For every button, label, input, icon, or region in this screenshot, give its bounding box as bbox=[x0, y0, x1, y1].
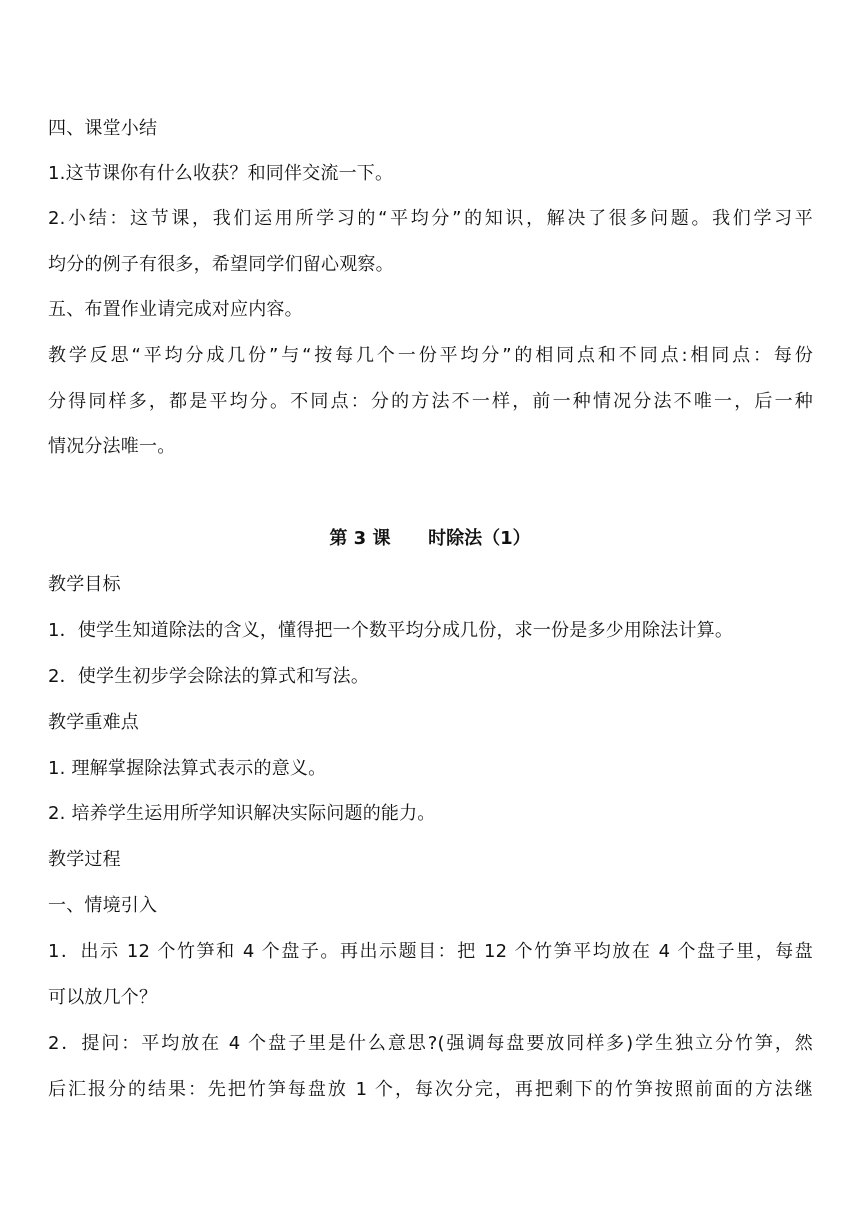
key-point-item-1: 1. 理解掌握除法算式表示的意义。 bbox=[48, 758, 327, 779]
summary-item-2-line-1: 2.小结：这节课，我们运用所学习的“平均分”的知识，解决了很多问题。我们学习平 bbox=[48, 208, 813, 229]
process-step-1-line-2: 可以放几个？ bbox=[48, 987, 158, 1008]
summary-heading: 四、课堂小结 bbox=[48, 118, 158, 139]
objectives-heading: 教学目标 bbox=[48, 574, 121, 595]
reflection-line-2: 分得同样多，都是平均分。不同点：分的方法不一样，前一种情况分法不唯一，后一种 bbox=[48, 391, 813, 412]
key-points-heading: 教学重难点 bbox=[48, 712, 139, 733]
homework-heading: 五、布置作业请完成对应内容。 bbox=[48, 299, 303, 320]
objective-item-2: 2．使学生初步学会除法的算式和写法。 bbox=[48, 666, 370, 687]
process-step-2-line-2: 后汇报分的结果：先把竹笋每盘放 1 个，每次分完，再把剩下的竹笋按照前面的方法继 bbox=[48, 1079, 813, 1100]
lesson-title: 第 3 课 时除法（1） bbox=[329, 528, 531, 549]
key-point-item-2: 2. 培养学生运用所学知识解决实际问题的能力。 bbox=[48, 803, 436, 824]
process-step-2-line-1: 2．提问：平均放在 4 个盘子里是什么意思?(强调每盘要放同样多)学生独立分竹笋，然 bbox=[48, 1033, 813, 1054]
summary-item-1: 1.这节课你有什么收获？和同伴交流一下。 bbox=[48, 163, 394, 184]
objective-item-1: 1．使学生知道除法的含义，懂得把一个数平均分成几份，求一份是多少用除法计算。 bbox=[48, 620, 734, 641]
process-step-1-line-1: 1．出示 12 个竹笋和 4 个盘子。再出示题目：把 12 个竹笋平均放在 4 个盘子里，每盘 bbox=[48, 941, 813, 962]
process-heading: 教学过程 bbox=[48, 849, 121, 870]
process-section-1: 一、情境引入 bbox=[48, 895, 158, 916]
reflection-line-3: 情况分法唯一。 bbox=[48, 436, 176, 457]
summary-item-2-line-2: 均分的例子有很多，希望同学们留心观察。 bbox=[48, 254, 394, 275]
reflection-line-1: 教学反思“平均分成几份”与“按每几个一份平均分”的相同点和不同点:相同点：每份 bbox=[48, 345, 813, 366]
